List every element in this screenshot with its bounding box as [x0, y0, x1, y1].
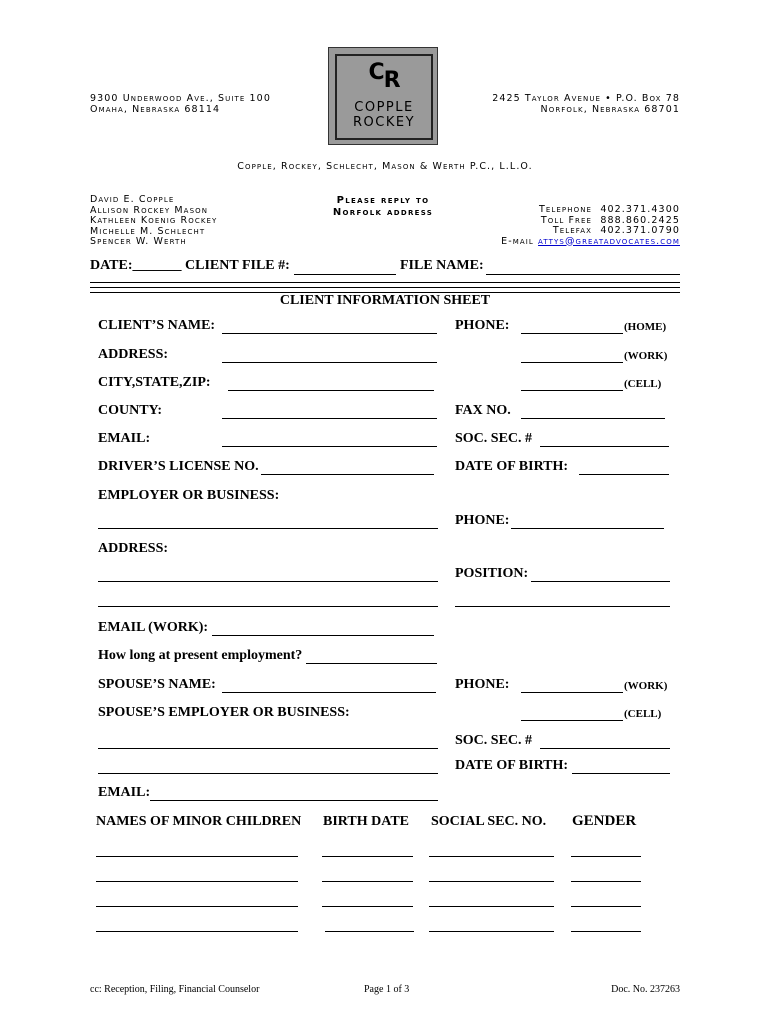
clients-name-input[interactable]	[222, 333, 437, 334]
fax-label: FAX NO.	[455, 403, 511, 418]
left-address-line: Omaha, Nebraska 68114	[90, 103, 221, 115]
telephone-number: 402.371.4300	[600, 204, 680, 215]
spouse-employer-label: SPOUSE’S EMPLOYER OR BUSINESS:	[98, 705, 350, 720]
position-input[interactable]	[531, 581, 670, 582]
child-name-input[interactable]	[96, 856, 298, 857]
child-ssn-input[interactable]	[429, 856, 554, 857]
employer-address-input[interactable]	[98, 581, 438, 582]
telefax-label: Telefax	[552, 225, 593, 236]
file-name-label: FILE NAME:	[400, 258, 484, 273]
spouse-email-input[interactable]	[150, 800, 438, 801]
email-link[interactable]: attys@greatadvocates.com	[538, 235, 680, 247]
birth-date-header: BIRTH DATE	[323, 814, 409, 829]
drivers-license-input[interactable]	[261, 474, 434, 475]
employer-phone-input[interactable]	[511, 528, 664, 529]
left-address-line: 9300 Underwood Ave., Suite 100	[90, 93, 271, 104]
child-name-input[interactable]	[96, 931, 298, 932]
child-ssn-input[interactable]	[429, 881, 554, 882]
spouse-employer-input-2[interactable]	[98, 773, 438, 774]
employer-input[interactable]	[98, 528, 438, 529]
employer-address-input-2[interactable]	[98, 606, 438, 607]
drivers-license-label: DRIVER’S LICENSE NO.	[98, 459, 259, 474]
right-address	[492, 94, 680, 115]
footer-doc-number: Doc. No. 237263	[611, 984, 680, 995]
email-label-field: EMAIL:	[98, 431, 151, 446]
city-state-zip-label: CITY,STATE,ZIP:	[98, 375, 211, 390]
logo-line2: ROCKEY	[352, 115, 416, 130]
address-label: ADDRESS:	[98, 347, 169, 362]
spouse-name-label: SPOUSE’S NAME:	[98, 677, 216, 692]
clients-name-label: CLIENT’S NAME:	[98, 318, 216, 333]
right-address-line: Norfolk, Nebraska 68701	[540, 103, 680, 115]
home-phone-input[interactable]	[521, 333, 623, 334]
child-gender-input[interactable]	[571, 856, 641, 857]
soc-sec-label: SOC. SEC. #	[455, 431, 533, 446]
child-ssn-input[interactable]	[429, 906, 554, 907]
reply-note	[318, 195, 448, 219]
position-label: POSITION:	[455, 566, 529, 581]
attorney-name: Spencer W. Werth	[90, 236, 187, 247]
tollfree-label: Toll Free	[540, 214, 593, 226]
telefax-number: 402.371.0790	[600, 225, 680, 236]
spouse-dob-input[interactable]	[572, 773, 670, 774]
dob-label: DATE OF BIRTH:	[455, 459, 569, 474]
attorney-name: David E. Copple	[90, 194, 175, 205]
child-birth-date-input[interactable]	[322, 906, 413, 907]
child-name-input[interactable]	[96, 881, 298, 882]
spouse-soc-sec-label: SOC. SEC. #	[455, 733, 533, 748]
spouse-cell-input[interactable]	[521, 720, 623, 721]
spouse-soc-sec-input[interactable]	[540, 748, 670, 749]
gender-header: GENDER	[572, 813, 637, 829]
home-label: (HOME)	[624, 321, 667, 333]
logo-initial-r: R	[383, 68, 400, 93]
position-input-2[interactable]	[455, 606, 670, 607]
attorney-name: Michelle M. Schlecht	[90, 225, 206, 237]
spouse-email-label: EMAIL:	[98, 785, 151, 800]
child-gender-input[interactable]	[571, 881, 641, 882]
child-gender-input[interactable]	[571, 931, 641, 932]
email-work-label: EMAIL (WORK):	[98, 620, 209, 635]
attorney-name: Allison Rockey Mason	[90, 204, 209, 216]
footer-cc: cc: Reception, Filing, Financial Counselor	[90, 984, 260, 995]
logo-initials	[337, 60, 431, 93]
spouse-cell-label: (CELL)	[624, 708, 662, 720]
city-state-zip-input[interactable]	[228, 390, 434, 391]
client-file-label: CLIENT FILE #:	[185, 258, 290, 273]
reply-note-line: Please reply to	[336, 195, 430, 206]
children-names-header: NAMES OF MINOR CHILDREN	[96, 814, 302, 829]
fax-input[interactable]	[521, 418, 665, 419]
footer-page-number: Page 1 of 3	[364, 984, 410, 995]
firm-name: Copple, Rockey, Schlecht, Mason & Werth P.C., L.L.O.	[237, 161, 533, 172]
phone-label: PHONE:	[455, 318, 510, 333]
email-label: E-mail	[501, 235, 534, 247]
child-birth-date-input[interactable]	[322, 856, 413, 857]
how-long-input[interactable]	[306, 663, 437, 664]
spouse-name-input[interactable]	[222, 692, 436, 693]
spouse-phone-label: PHONE:	[455, 677, 510, 692]
county-input[interactable]	[222, 418, 437, 419]
child-name-input[interactable]	[96, 906, 298, 907]
spouse-work-label: (WORK)	[624, 680, 668, 692]
email-work-input[interactable]	[212, 635, 434, 636]
client-file-input[interactable]	[294, 274, 396, 275]
cell-phone-input[interactable]	[521, 390, 623, 391]
employer-phone-label: PHONE:	[455, 513, 510, 528]
header-fields	[90, 258, 290, 274]
child-ssn-input[interactable]	[429, 931, 554, 932]
work-phone-input[interactable]	[521, 362, 623, 363]
date-label: DATE:_______	[90, 258, 182, 273]
soc-sec-input[interactable]	[540, 446, 669, 447]
attorney-name: Kathleen Koenig Rockey	[90, 215, 218, 226]
right-address-line: 2425 Taylor Avenue • P.O. Box 78	[492, 93, 680, 104]
firm-logo	[328, 47, 438, 145]
employer-label: EMPLOYER OR BUSINESS:	[98, 488, 280, 503]
telephone-label: Telephone	[538, 204, 593, 215]
address-input[interactable]	[222, 362, 437, 363]
attorney-list	[90, 195, 217, 248]
logo-initial-c: C	[368, 60, 384, 85]
spouse-employer-input[interactable]	[98, 748, 438, 749]
work-label: (WORK)	[624, 350, 668, 362]
employer-address-label: ADDRESS:	[98, 541, 169, 556]
tollfree-number: 888.860.2425	[600, 214, 680, 226]
child-gender-input[interactable]	[571, 906, 641, 907]
spouse-work-phone-input[interactable]	[521, 692, 623, 693]
child-birth-date-input[interactable]	[325, 931, 414, 932]
spouse-dob-label: DATE OF BIRTH:	[455, 758, 569, 773]
social-sec-header: SOCIAL SEC. NO.	[431, 814, 547, 829]
file-name-input[interactable]	[486, 274, 680, 275]
how-long-label: How long at present employment?	[98, 648, 303, 663]
left-address	[90, 94, 271, 115]
form-title: CLIENT INFORMATION SHEET	[279, 293, 491, 308]
cell-label: (CELL)	[624, 378, 662, 390]
reply-note-line: Norfolk address	[332, 207, 434, 218]
child-birth-date-input[interactable]	[322, 881, 413, 882]
logo-line1: COPPLE	[354, 100, 414, 115]
contact-block	[501, 205, 680, 247]
dob-input[interactable]	[579, 474, 669, 475]
county-label: COUNTY:	[98, 403, 163, 418]
email-input[interactable]	[222, 446, 437, 447]
